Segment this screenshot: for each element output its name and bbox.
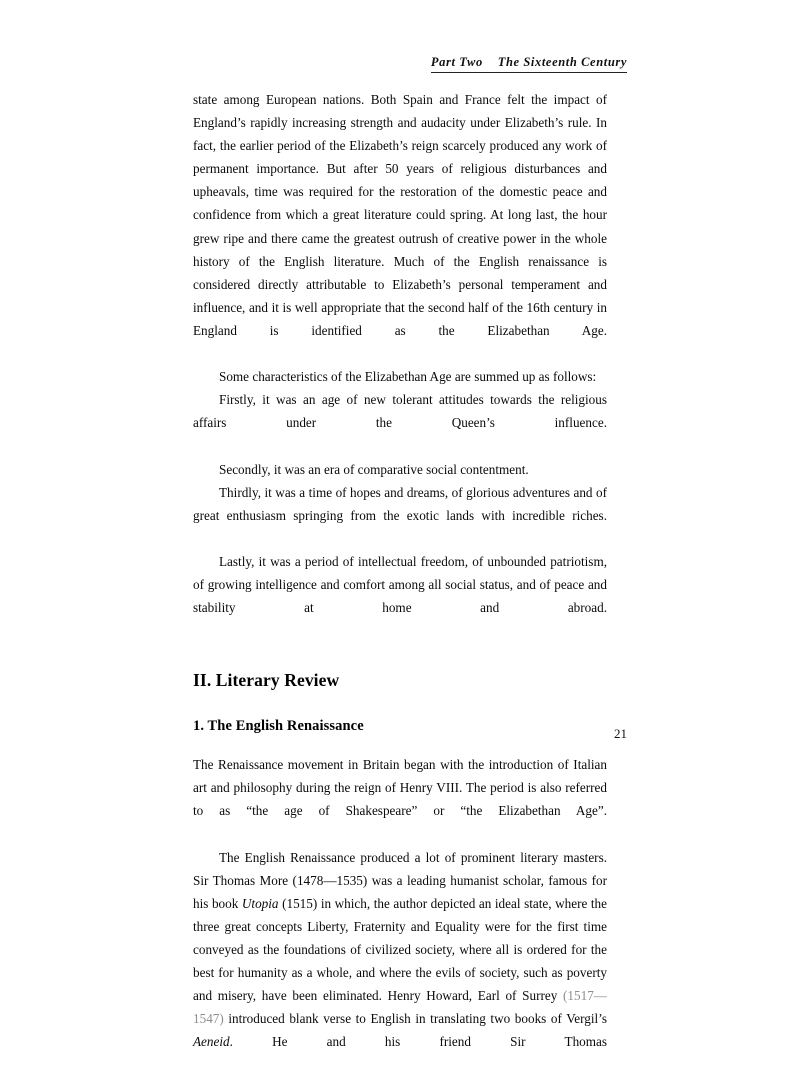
- spacer-before-main-heading: [193, 642, 607, 668]
- paragraph-1: state among European nations. Both Spain and France felt the impact of England’s rapidly increasing strength and audacity under Elizabeth’s rule. In fact, the earlier period of the Elizabeth’s reign scarcely produced any work of permanent importance. But after 50 years of religious disturbances and upheavals, time was required for the restoration of the domestic peace and confidence from which a great literature could spring. At long last, the hour grew ripe and there came the greatest outrush of creative power in the whole history of the English literature. Much of the English renaissance is considered directly attributable to Elizabeth’s personal temperament and influence, and it is well appropriate that the second half of the 16th century in England is identified as the Elizabethan Age.: [193, 92, 607, 338]
- paragraph-8-run-5: introduced blank verse to English in translating two books of Vergil’s: [223, 1011, 607, 1027]
- running-head-text: Part Two The Sixteenth Century: [431, 55, 627, 73]
- book-title-utopia: Utopia: [241, 895, 279, 911]
- paragraph-8: [193, 846, 607, 1077]
- text-column: [193, 88, 607, 1077]
- book-title-aeneid: Aeneid: [193, 1034, 230, 1050]
- paragraph-7: The Renaissance movement in Britain began with the introduction of Italian art and philosophy during the reign of Henry VIII. The period is also referred to as “the age of Shakespeare” or “the Elizabethan Age”.: [193, 757, 607, 819]
- paragraph-3: Firstly, it was an age of new tolerant attitudes towards the religious affairs under the Queen’s influence.: [193, 392, 607, 431]
- page-number: [193, 726, 627, 742]
- heading-english-renaissance: 1. The English Renaissance: [193, 718, 364, 735]
- running-head: [193, 55, 627, 73]
- paragraph-8-run-1: The English Renaissance produced a lot of prominent literary masters. Sir Thomas More (1478—1535) was a leading humanist scholar, famous for his book: [193, 849, 607, 911]
- paragraph-2: Some characteristics of the Elizabethan Age are summed up as follows:: [219, 369, 597, 385]
- page-number-text: 21: [614, 726, 627, 741]
- paragraph-8-run-7: . He and his friend Sir Thomas: [229, 1034, 607, 1050]
- surrey-dates: (1517—1547): [193, 988, 607, 1027]
- paragraph-4: Secondly, it was an era of comparative social contentment.: [219, 461, 529, 477]
- heading-literary-review: II. Literary Review: [193, 670, 340, 691]
- paragraph-5: Thirdly, it was a time of hopes and dreams, of glorious adventures and of great enthusiasm springing from the exotic lands with incredible riches.: [193, 484, 607, 523]
- paragraph-6: Lastly, it was a period of intellectual freedom, of unbounded patriotism, of growing intelligence and comfort among all social status, and of peace and stability at home and abroad.: [193, 553, 607, 616]
- paragraph-8-run-3: (1515) in which, the author depicted an ideal state, where the three great concepts Liberty, Fraternity and Equality were for the first time conveyed as the foundations of civilized society, where all is ordered for the best for humanity as a whole, and where the evils of society, such as poverty and misery, have been eliminated. Henry Howard, Earl of Surrey: [193, 895, 607, 1004]
- spacer-after-main-heading: [193, 692, 607, 715]
